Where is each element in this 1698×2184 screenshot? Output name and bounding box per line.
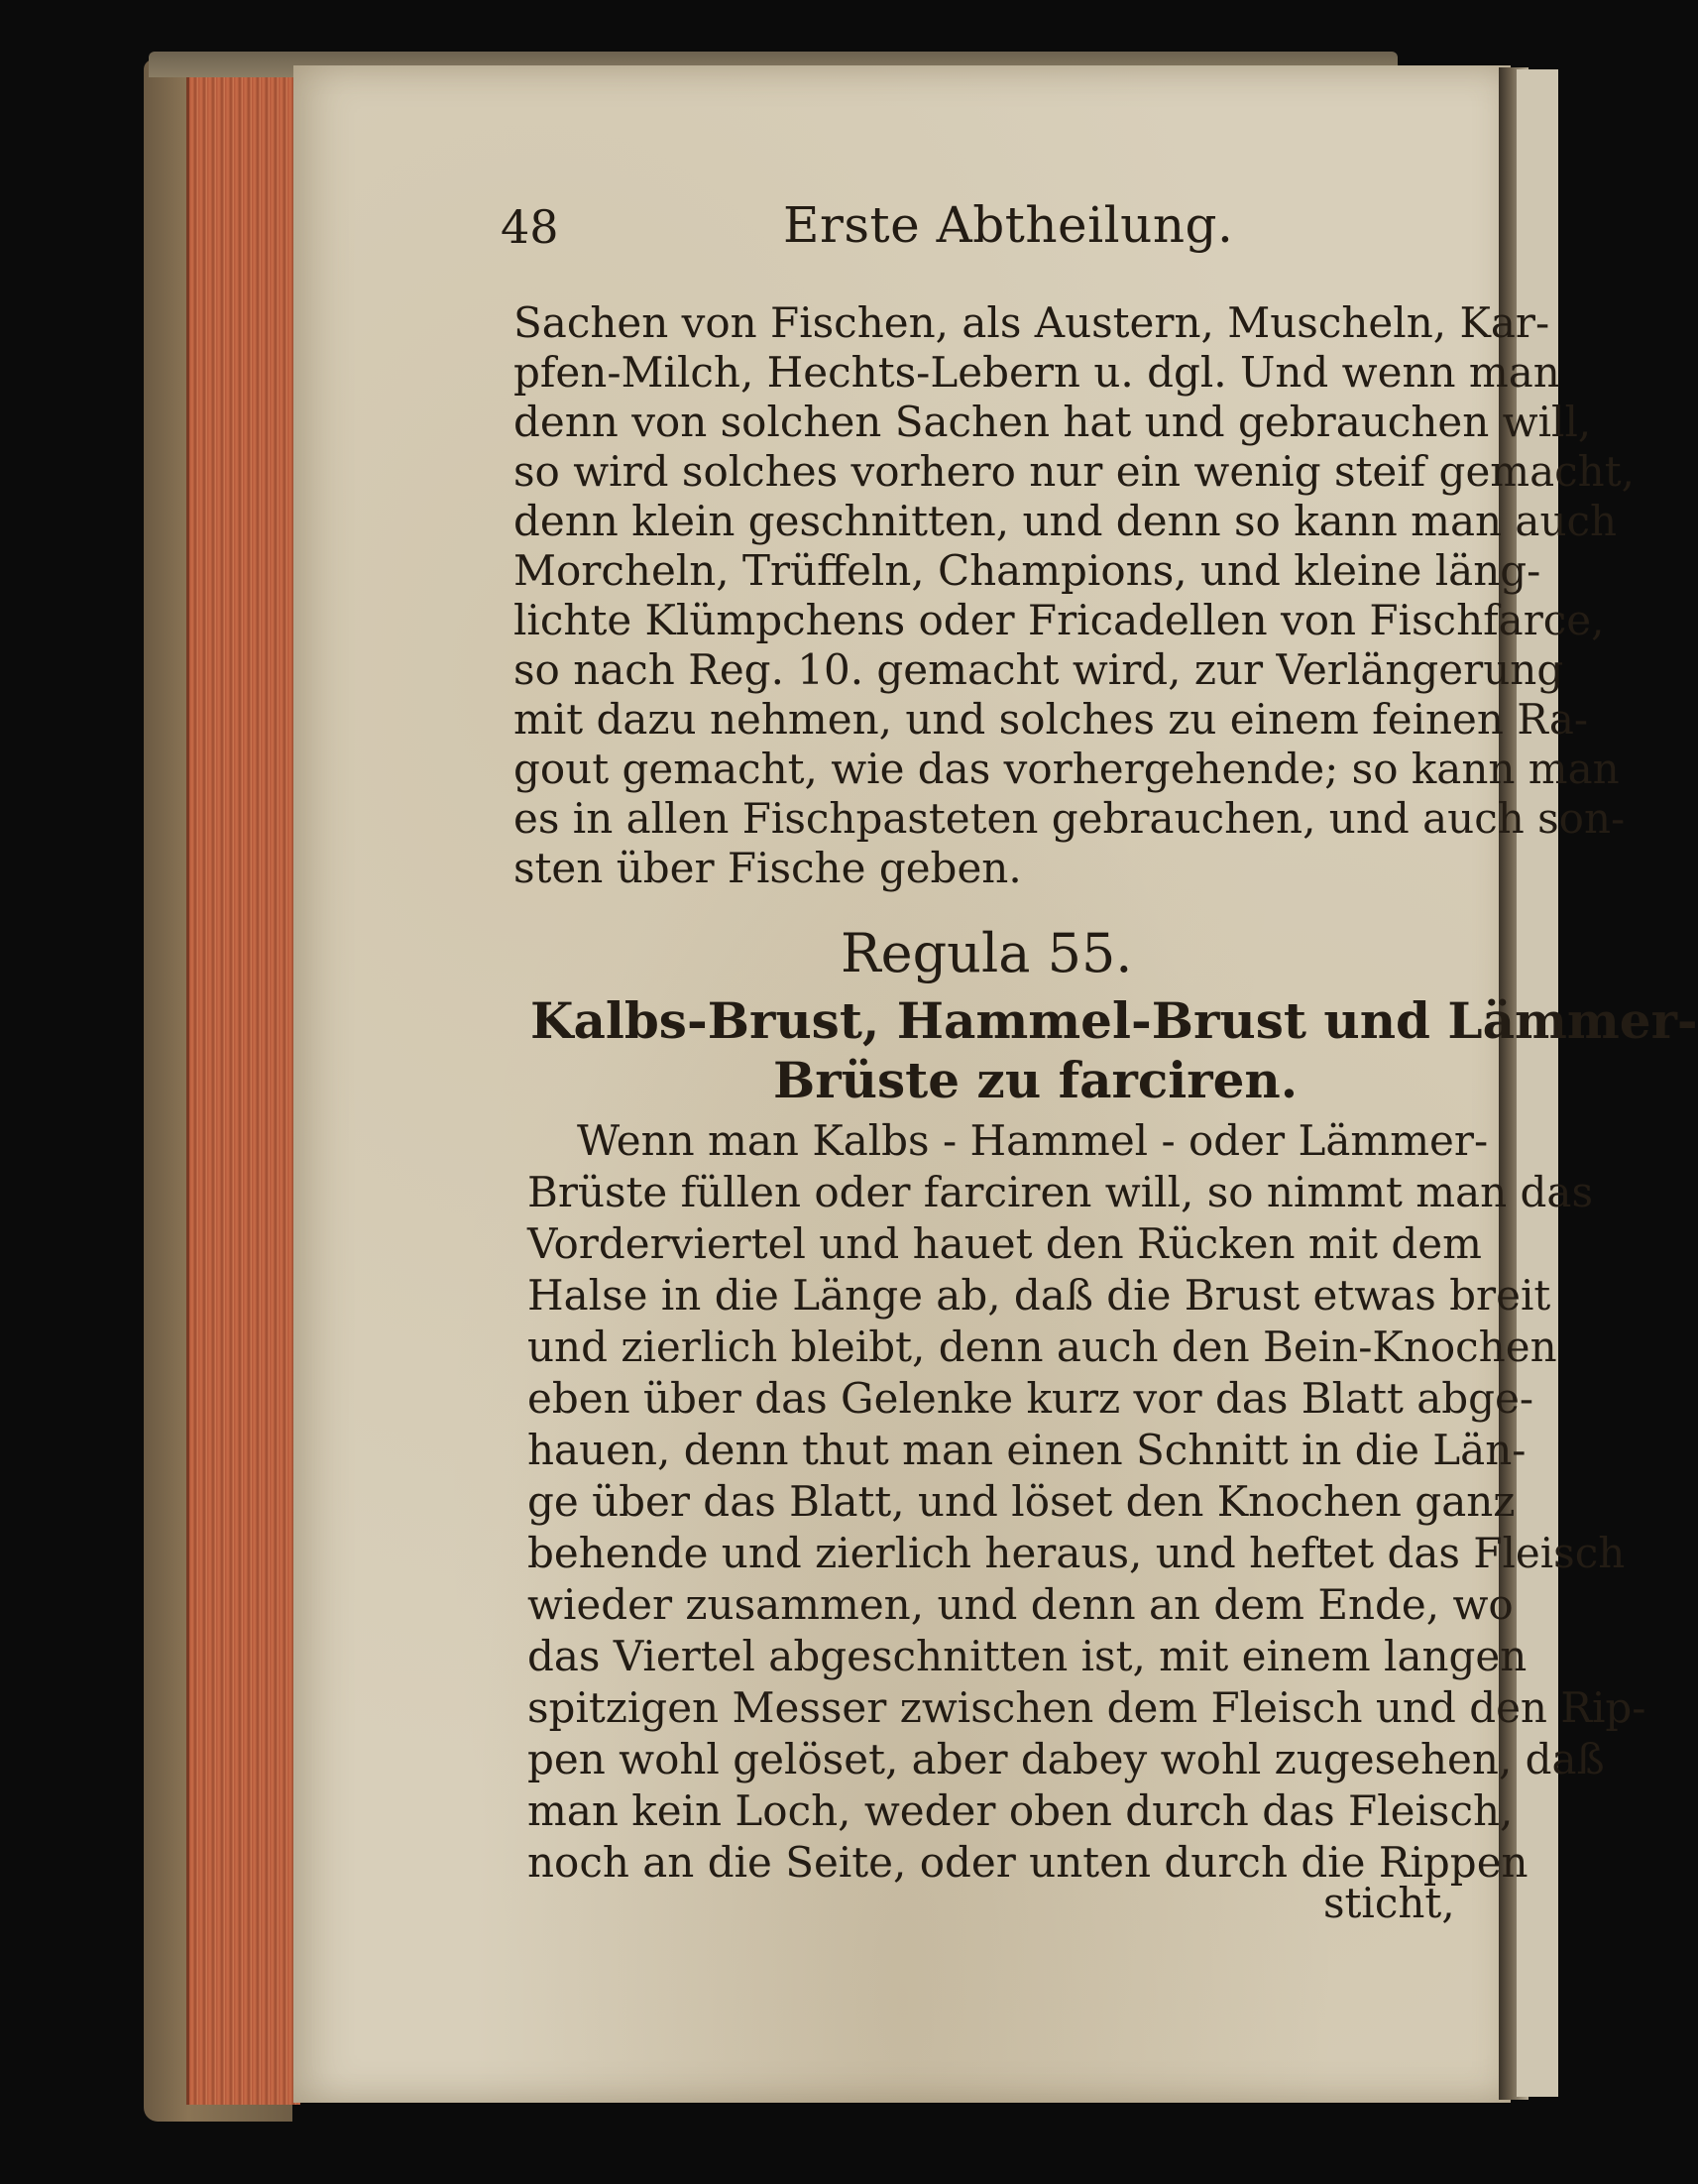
section-subtitle: Kalbs-Brust, Hammel-Brust und Lämmer- [530, 991, 1698, 1050]
catchword: sticht, [1323, 1879, 1455, 1927]
text-line: gout gemacht, wie das vorhergehende; so kann man [513, 745, 1620, 793]
recipe-paragraph [527, 1115, 1646, 1988]
text-line: Wenn man Kalbs - Hammel - oder Lämmer- [577, 1116, 1489, 1165]
paragraph-continuation [513, 297, 1635, 912]
text-line: Brüste füllen oder farciren will, so nimmt man das [527, 1168, 1593, 1216]
running-head [501, 188, 1432, 268]
text-line: mit dazu nehmen, und solches zu einem feinen Ra- [513, 695, 1589, 744]
text-line: wieder zusammen, und denn an dem Ende, wo [527, 1580, 1514, 1629]
text-line: spitzigen Messer zwischen dem Fleisch und den Rip- [527, 1683, 1646, 1732]
text-line: man kein Loch, weder oben durch das Fleisch, [527, 1786, 1514, 1835]
text-line: pen wohl gelöset, aber dabey wohl zugesehen, daß [527, 1735, 1605, 1783]
text-line: so wird solches vorhero nur ein wenig steif gemacht, [513, 447, 1635, 496]
section-heading: Regula 55. [841, 922, 1133, 984]
text-line: noch an die Seite, oder unten durch die Rippen [527, 1838, 1528, 1887]
text-line: lichte Klümpchens oder Fricadellen von Fischfarce, [513, 596, 1605, 644]
text-line: pfen-Milch, Hechts-Lebern u. dgl. Und wenn man [513, 348, 1560, 397]
text-line: hauen, denn thut man einen Schnitt in die Län- [527, 1426, 1527, 1474]
text-line: Halse in die Länge ab, daß die Brust etwas breit [527, 1271, 1551, 1320]
page-stack-edge [186, 77, 300, 2105]
text-line: eben über das Gelenke kurz vor das Blatt abge- [527, 1374, 1534, 1423]
text-line: das Viertel abgeschnitten ist, mit einem langen [527, 1632, 1528, 1680]
text-line: Sachen von Fischen, als Austern, Muscheln, Kar- [513, 298, 1550, 347]
text-line: Morcheln, Trüffeln, Champions, und kleine läng- [513, 546, 1541, 595]
text-line: denn von solchen Sachen hat und gebrauchen will, [513, 398, 1592, 446]
text-line: denn klein geschnitten, und denn so kann man auch [513, 497, 1618, 545]
text-line: so nach Reg. 10. gemacht wird, zur Verlängerung [513, 645, 1564, 694]
page-number: 48 [501, 200, 559, 254]
text-line: es in allen Fischpasteten gebrauchen, und auch son- [513, 794, 1626, 843]
text-line: ge über das Blatt, und löset den Knochen ganz [527, 1477, 1516, 1526]
text-line: Vorderviertel und hauet den Rücken mit dem [527, 1219, 1482, 1268]
text-line: sten über Fische geben. [513, 844, 1022, 892]
section-subtitle: Brüste zu farciren. [773, 1051, 1299, 1109]
text-line: behende und zierlich heraus, und heftet das Fleisch [527, 1529, 1626, 1577]
text-line: und zierlich bleibt, denn auch den Bein-Knochen [527, 1322, 1557, 1371]
running-head-title: Erste Abtheilung. [783, 196, 1234, 254]
